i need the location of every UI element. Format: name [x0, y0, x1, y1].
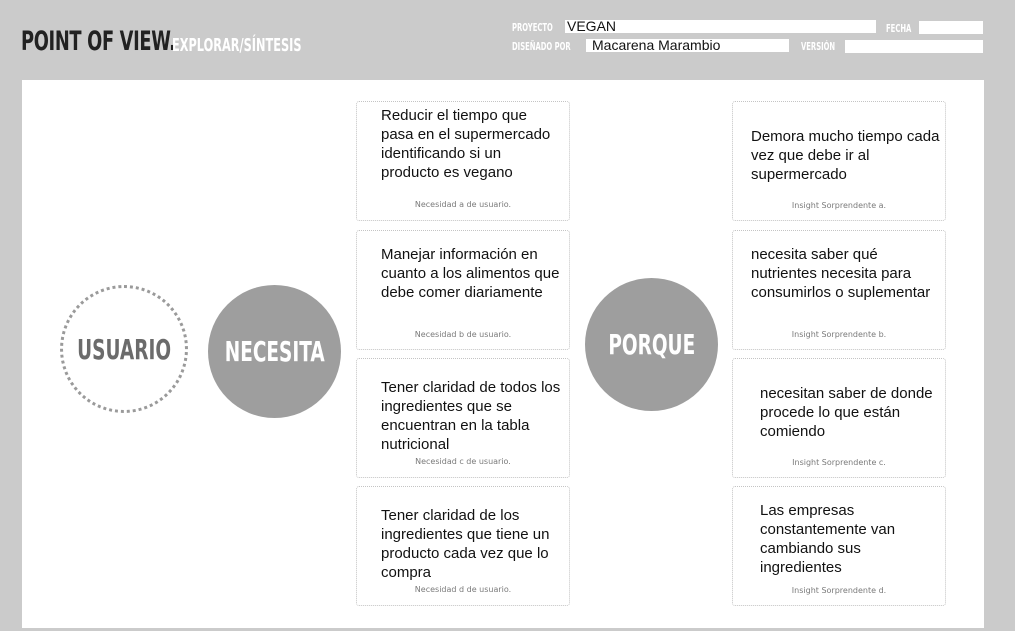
insight-card-a[interactable]	[732, 101, 946, 221]
insight-text: necesita saber qué nutrientes necesita para consumirlos o suplementar	[751, 246, 931, 301]
version-label: VERSIÓN	[801, 40, 836, 53]
proyecto-field[interactable]: VEGAN	[565, 20, 876, 33]
fecha-label: FECHA	[886, 22, 912, 35]
fecha-field[interactable]	[919, 21, 983, 34]
porque-label: PORQUE	[608, 328, 695, 361]
need-caption: Necesidad b de usuario.	[414, 330, 512, 339]
insight-caption: Insight Sorprendente a.	[791, 201, 887, 210]
insight-text: Demora mucho tiempo cada vez que debe ir al supermercado	[751, 128, 940, 183]
need-caption: Necesidad a de usuario.	[414, 200, 512, 209]
need-text: Tener claridad de todos los ingredientes que se encuentran en la tabla nutricional	[381, 379, 561, 453]
need-card-a[interactable]	[356, 101, 570, 221]
proyecto-label: PROYECTO	[512, 21, 553, 34]
need-text: Manejar información en cuanto a los alimentos que debe comer diariamente	[381, 246, 560, 301]
necesita-circle	[208, 285, 341, 418]
usuario-label: USUARIO	[77, 332, 171, 366]
insight-card-c[interactable]	[732, 358, 946, 478]
pov-canvas	[22, 80, 984, 628]
porque-circle	[585, 278, 718, 411]
page-subtitle: EXPLORAR/SÍNTESIS	[172, 35, 302, 56]
necesita-label: NECESITA	[224, 335, 325, 368]
insight-caption: Insight Sorprendente b.	[791, 330, 887, 339]
usuario-circle	[60, 285, 188, 413]
disenado-por-label: DISEÑADO POR	[512, 40, 571, 53]
insight-caption: Insight Sorprendente c.	[792, 458, 886, 467]
need-card-d[interactable]	[356, 486, 570, 606]
version-field[interactable]	[845, 40, 983, 53]
insight-card-d[interactable]	[732, 486, 946, 606]
disenado-por-field[interactable]: Macarena Marambio	[586, 39, 789, 52]
page-title: POINT OF VIEW.	[21, 26, 176, 57]
insight-text: Las empresas constantemente van cambiando sus ingredientes	[760, 502, 896, 576]
need-text: Reducir el tiempo que pasa en el supermercado identificando si un producto es vegano	[381, 107, 551, 181]
insight-card-b[interactable]	[732, 230, 946, 350]
need-card-b[interactable]	[356, 230, 570, 350]
need-caption: Necesidad c de usuario.	[415, 457, 511, 466]
insight-caption: Insight Sorprendente d.	[791, 586, 887, 595]
need-caption: Necesidad d de usuario.	[414, 585, 512, 594]
insight-text: necesitan saber de donde procede lo que están comiendo	[760, 385, 933, 440]
need-card-c[interactable]	[356, 358, 570, 478]
need-text: Tener claridad de los ingredientes que tiene un producto cada vez que lo compra	[381, 507, 550, 581]
